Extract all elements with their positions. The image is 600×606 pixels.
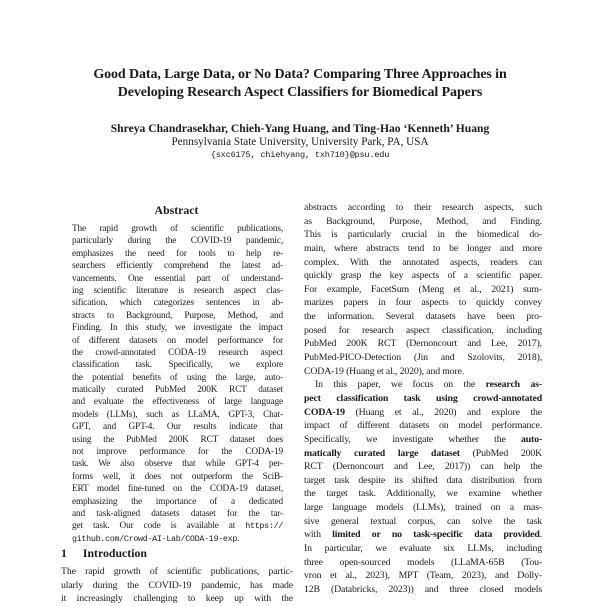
email-line: {sxc6175, chiehyang, txh710}@psu.edu [210, 150, 390, 160]
text-line: three open-sourced models (LLaMA-65B (Tou- [304, 556, 542, 568]
text-line: and task-aligned datasets dataset for the tar- [72, 508, 283, 519]
text-line: searchers efficiently comprehend the latest ad- [72, 261, 283, 272]
text-line: Finding. In this study, we investigate the impact [72, 323, 283, 334]
text-line: emphasizes the need for tools to help re- [72, 248, 283, 259]
text-line: ERT model fine-tuned on the CODA-19 dataset, [72, 484, 283, 495]
text-line: PubMed 200K RCT (Dernoncourt and Lee, 2017), [304, 338, 542, 350]
text-line: particularly during the COVID-19 pandemic, [72, 236, 283, 247]
bold-text: research as- [485, 379, 542, 391]
bold-text: auto- [520, 433, 542, 445]
paper-title-line-1: Good Data, Large Data, or No Data? Comparing Three Approaches in [93, 67, 507, 82]
text-line: The rapid growth of scientific publications, [72, 224, 283, 234]
text-line: abstracts according to their research aspects, such [304, 202, 542, 213]
paragraph [304, 201, 542, 378]
text-line: ing scientific literature is research aspect clas- [72, 285, 283, 296]
section-title: Introduction [82, 546, 147, 560]
section-heading-introduction [61, 546, 147, 561]
bold-text: limited or no task-specific data provided [332, 529, 540, 541]
text-line: vancements. One essential part of understand- [72, 273, 283, 284]
text-line: sification, which categorizes sentences in ab- [72, 298, 283, 309]
text-line: the potential benefits of using the large, auto- [72, 372, 283, 383]
authors-line: Shreya Chandrasekhar, Chieh-Yang Huang, and Ting-Hao ‘Kenneth’ Huang [110, 122, 490, 135]
text-line: Specifically, we investigate whether the auto- [304, 433, 542, 445]
text-line: RCT (Dernoncourt and Lee, 2017)) can help the [304, 461, 542, 473]
text-line: get task. Our code is available at https:// [72, 521, 283, 532]
text-line: stracts to Background, Purpose, Method, and [72, 310, 283, 321]
paper-title [30, 66, 570, 103]
bold-text: pect classification task using crowd-annotated [304, 392, 542, 404]
text-line: it increasingly challenging to keep up with the [61, 593, 293, 605]
text-line: large language models (LLMs), trained on a mas- [304, 502, 542, 514]
text-line: of different datasets on model performance for [72, 335, 283, 346]
affiliation-line: Pennsylvania State University, University Park, PA, USA [171, 136, 429, 148]
text-line: and evaluate the effectiveness of large language [72, 397, 283, 408]
bold-text: matically curated large dataset [304, 447, 460, 459]
text-line: using the PubMed 200K RCT dataset does [72, 434, 283, 445]
right-column [304, 201, 542, 597]
text-line: the target task. Additionally, we examine whether [304, 488, 542, 500]
text-line: matically curated PubMed 200K RCT dataset [72, 385, 283, 396]
text-line: vron et al., 2023), MPT (Team, 2023), and Dolly- [304, 570, 542, 582]
text-line: as Background, Purpose, Method, and Finding. [304, 215, 542, 227]
text-line: task. We also observe that while GPT-4 per- [72, 459, 283, 470]
text-line: PubMed-PICO-Detection (Jin and Szolovits, 2018), [304, 352, 542, 364]
text-line: forms well, it does not outperform the SciB- [72, 471, 283, 482]
text-line: In this paper, we focus on the research as- [315, 379, 542, 391]
text-line: quickly grasp the key aspects of a scientific paper. [304, 270, 542, 282]
text-line: This is particularly crucial in the biomedical do- [304, 229, 542, 241]
code-link[interactable]: github.com/Crowd-AI-Lab/CODA-19-exp [72, 533, 238, 544]
text-line: the crowd-annotated CODA-19 research aspect [72, 347, 283, 358]
text-line: sive general textual corpus, can solve the task [304, 515, 542, 527]
text-line: For example, FacetSum (Meng et al., 2021) sum- [304, 283, 542, 295]
text-line: the information. Several datasets have been pro- [304, 311, 542, 323]
text-line: not improve performance for the CODA-19 [72, 447, 283, 458]
abstract-heading: Abstract [154, 203, 199, 217]
text-line: CODA-19 (Huang et al., 2020), and more. [304, 365, 465, 377]
text-line [304, 392, 542, 406]
code-link[interactable]: https:// [245, 521, 283, 532]
text-line: In particular, we evaluate six LLMs, including [304, 543, 542, 555]
text-line: CODA-19 (Huang et al., 2020) and explore the [304, 406, 542, 418]
text-line: matically curated large dataset (PubMed 200K [304, 447, 542, 459]
text-line: complex. With the annotated aspects, readers can [304, 256, 542, 268]
text-line: posed for research aspect classification, including [304, 324, 542, 336]
text-line: impact of different datasets on model performance. [304, 420, 542, 432]
text-line: classification task. Specifically, we explore [72, 360, 283, 371]
text-line: target task despite its shifted data distribution from [304, 474, 542, 486]
paper-title-line-2: Developing Research Aspect Classifiers for Biomedical Papers [117, 85, 483, 101]
text-line: 12B (Databricks, 2023)) and three closed models [304, 583, 542, 595]
bold-text: CODA-19 [304, 406, 345, 418]
text-line: The rapid growth of scientific publications, partic- [61, 566, 293, 577]
text-line: models (LLMs), such as LLaMA, GPT-3, Chat- [72, 409, 283, 420]
paragraph [304, 378, 542, 596]
section-number: 1 [61, 546, 67, 560]
text-line: emphasizing the importance of a dedicated [72, 496, 283, 507]
text-line: github.com/Crowd-AI-Lab/CODA-19-exp. [72, 533, 240, 544]
text-line: marizes papers in four aspects to quickly convey [304, 297, 542, 309]
text-line: main, where abstracts tend to be longer and more [304, 242, 542, 254]
text-line: GPT, and GPT-4. Our results indicate that [72, 422, 283, 433]
text-line: with limited or no task-specific data provided. [304, 529, 542, 541]
abstract-body [72, 223, 283, 545]
text-line: ularly during the COVID-19 pandemic, has made [61, 579, 293, 591]
